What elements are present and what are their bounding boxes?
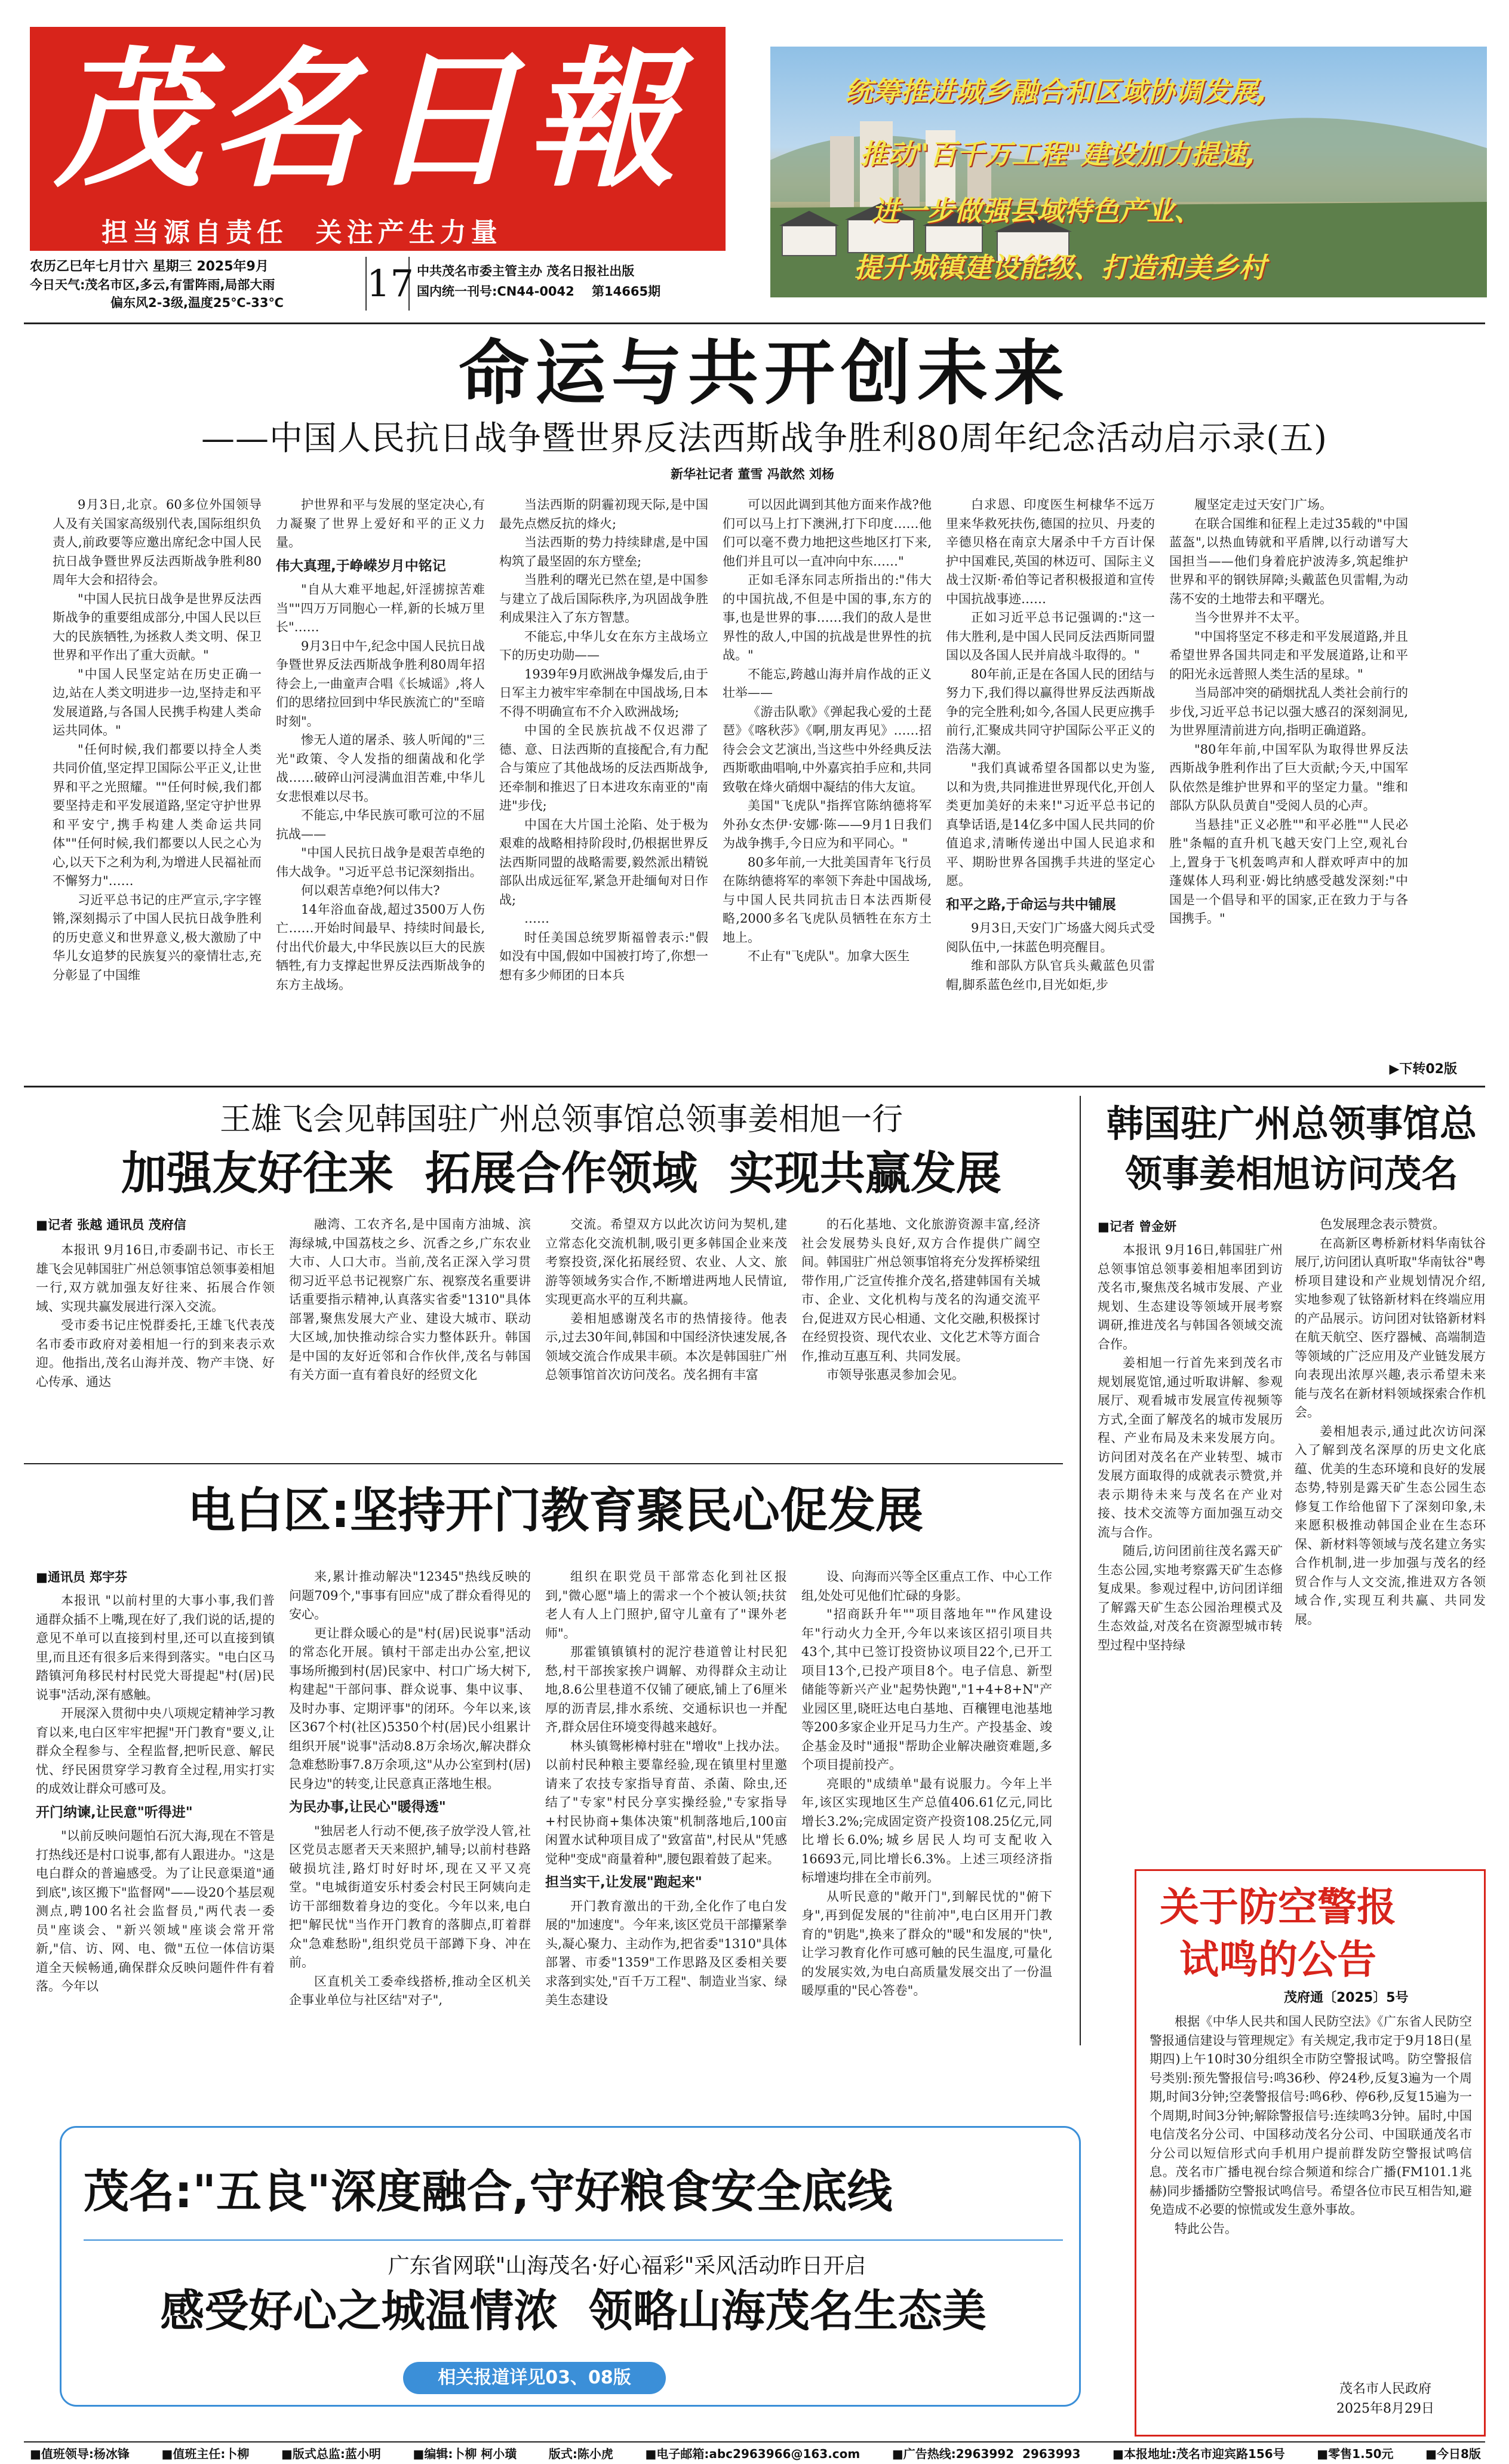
footer-item: ■值班领导:杨冰锋 bbox=[30, 2447, 130, 2461]
lead-subhead-2: 和平之路,于命运与共中铺展 bbox=[946, 896, 1116, 913]
paragraph: 融湾、工农齐名,是中国南方油城、滨海绿城,中国荔枝之乡、沉香之乡,广东农业大市、人口大市。当前,茂名正深入学习贯彻习近平总书记视察广东、视察茂名重要讲话重要指示精神,认真落实省委"1310"具体部署,聚焦发展大产业、建设大城市、联动大区域,加快推动综合实力整体跃升。韩国是中国的友好近邻和合作伙伴,茂名与韩国有关方面一直有着良好的经贸文化 bbox=[289, 1217, 531, 1382]
story3-byline: ■记者 曾金妍 bbox=[1098, 1219, 1177, 1234]
paragraph: 开展深入贯彻中央八项规定精神学习教育以来,电白区牢牢把握"开门教育"要义,让群众全程参与、全程监督,把听民意、解民忧、纾民困贯穿学习教育全过程,用实打实的成效让群众可感可及。 bbox=[36, 1706, 275, 1796]
story2-column-4 bbox=[801, 1215, 1040, 1461]
paragraph: 本报讯 9月16日,市委副书记、市长王雄飞会见韩国驻广州总领事馆总领事姜相旭一行,双方就加强友好往来、拓展合作领域、实现共赢发展进行深入交流。 bbox=[36, 1243, 275, 1314]
weather-line-2: 偏东风2-3级,温度25℃-33℃ bbox=[110, 296, 284, 310]
notice-number: 茂府通〔2025〕5号 bbox=[1284, 1990, 1409, 2005]
promo-kicker-2: 广东省网联"山海茂名·好心福彩"采风活动昨日开启 bbox=[388, 2254, 866, 2278]
paragraph: 姜相旭感谢茂名市的热情接待。他表示,过去30年间,韩国和中国经济快速发展,各领域交流合作成果丰硕。本次是韩国驻广州总领事馆首次访问茂名。茂名拥有丰富 bbox=[545, 1311, 787, 1382]
masthead-slogan: 担当源自责任 关注产生力量 bbox=[102, 217, 502, 248]
notice-title: 关于防空警报试鸣的公告 bbox=[1160, 1884, 1396, 1983]
paragraph: 来,累计推动解决"12345"热线反映的问题709个,"事事有回应"成了群众看得见的安心。 bbox=[289, 1569, 531, 1621]
story2-column-1 bbox=[36, 1241, 275, 1462]
right-column-divider bbox=[1080, 1096, 1081, 2045]
story2-byline: ■记者 张越 通讯员 茂府信 bbox=[36, 1218, 186, 1232]
paragraph: …… bbox=[524, 911, 549, 926]
paragraph: 当局部冲突的硝烟扰乱人类社会前行的步伐,习近平总书记以强大感召的深刻洞见,为世界厘清前进方向,指明正确道路。 bbox=[1169, 686, 1408, 738]
story4-column-1 bbox=[36, 1592, 275, 2117]
lead-column-5 bbox=[946, 496, 1155, 1081]
paragraph: 习近平总书记的庄严宣示,字字铿锵,深刻揭示了中国人民抗日战争胜利的历史意义和世界意义,极大激励了中华儿女追梦的民族复兴的豪情壮志,充分彰显了中国维 bbox=[53, 892, 262, 982]
paragraph: 区直机关工委牵线搭桥,推动全区机关企事业单位与社区结"对子", bbox=[289, 1974, 531, 2007]
paragraph: 不能忘,中华儿女在东方主战场立下的历史功勋—— bbox=[499, 629, 708, 662]
paragraph: 80多年前,一大批美国青年飞行员在陈纳德将军的率领下奔赴中国战场,与中国人民共同抗击日本法西斯侵略,2000多名飞虎队员牺牲在东方土地上。 bbox=[723, 855, 932, 945]
lead-subhead-1: 伟大真理,于峥嵘岁月中铭记 bbox=[276, 558, 446, 574]
lead-subtitle: ——中国人民抗日战争暨世界反法西斯战争胜利80周年纪念活动启示录(五) bbox=[201, 419, 1327, 458]
lead-column-3 bbox=[499, 496, 708, 1081]
date-line: 农历乙巳年七月廿六 星期三 2025年9月 bbox=[30, 259, 269, 274]
paragraph: 中国的全民族抗战不仅迟滞了德、意、日法西斯的直接配合,有力配合与策应了其他战场的反法西斯战争,还牵制和推迟了日本进攻东南亚的"南进"步伐; bbox=[499, 723, 708, 813]
story2-title: 加强友好往来 拓展合作领域 实现共赢发展 bbox=[121, 1147, 1001, 1200]
day-number: 17 bbox=[365, 257, 410, 311]
paragraph: 不能忘,跨越山海并肩作战的正义壮举—— bbox=[723, 666, 932, 700]
paragraph: 不能忘,中华民族可歌可泣的不屈抗战—— bbox=[276, 808, 485, 841]
footer-item: ■本报地址:茂名市迎宾路156号 bbox=[1112, 2447, 1285, 2461]
paragraph: 可以因此调到其他方面来作战?他们可以马上打下澳洲,打下印度……他们可以毫不费力地把这些地区打下来,他们并且可以一直冲向中东……" bbox=[723, 497, 932, 569]
paragraph: 姜相旭表示,通过此次访问深入了解到茂名深厚的历史文化底蕴、优美的生态环境和良好的发展态势,特别是露天矿生态公园生态修复工作给他留下了深刻印象,未来愿积极推动韩国企业在生态环保、新材料等领域与茂名建立务实合作机制,进一步加强与茂名的经贸合作与人文交流,推进双方各领域合作,实现互利共赢、共同发展。 bbox=[1295, 1424, 1486, 1627]
paragraph: 林头镇鸳彬樟村驻在"增收"上找办法。以前村民种粮主要靠经验,现在镇里村里邀请来了农技专家指导育苗、杀菌、除虫,还结了"专家"村民分享实操经验,"专家指导+村民协商+集体决策"机制落地后,100亩闲置水试种项目成了"致富苗",村民从"凭感觉种"变成"商量着种",腰包跟着鼓了起来。 bbox=[545, 1738, 787, 1866]
lead-bottom-rule bbox=[24, 1086, 1485, 1087]
paragraph: "80年年前,中国军队为取得世界反法西斯战争胜利作出了巨大贡献;今天,中国军队依然是维护世界和平的坚定力量。"维和部队方队队员黄自"受阅人员的心声。 bbox=[1169, 742, 1408, 813]
paragraph: "中国人民抗日战争是艰苦卓绝的伟大战争。"习近平总书记深刻指出。 bbox=[276, 846, 485, 879]
weather-line: 今日天气:茂名市区,多云,有雷阵雨,局部大雨 bbox=[30, 278, 275, 292]
promo-see-also-badge[interactable]: 相关报道详见03、08版 bbox=[403, 2362, 666, 2394]
footer-bar bbox=[30, 2444, 1481, 2464]
paragraph: "自从大难平地起,奸淫掳掠苦难当""四万万同胞心一样,新的长城万里长"…… bbox=[276, 582, 485, 634]
paragraph: "独居老人行动不便,孩子放学没人管,社区党员志愿者天天来照护,辅导;以前村巷路破损坑洼,路灯时好时坏,现在又平又亮堂。"电城街道安乐村委会村民王阿姨向走访干部细数着身边的变化。今年以来,电白把"解民忧"当作开门教育的落脚点,盯着群众"急难愁盼",组织党员干部蹲下身、冲在前。 bbox=[289, 1823, 531, 1970]
paragraph: 9月3日中午,纪念中国人民抗日战争暨世界反法西斯战争胜利80周年招待会上,一曲童声合唱《长城谣》,将人们的思绪拉回到中华民族流亡的"至暗时刻"。 bbox=[276, 638, 485, 729]
paragraph: 的石化基地、文化旅游资源丰富,经济社会发展势头良好,双方合作提供广阔空间。韩国驻广州总领事馆将充分发挥桥梁纽带作用,广泛宣传推介茂名,搭建韩国有关城市、企业、文化机构与茂名的沟通交流平台,促进双方民心相通、文化交融,积极探讨在经贸投资、现代农业、文化艺术等方面合作,推动互惠互利、共同发展。 bbox=[801, 1217, 1040, 1363]
paragraph: 不止有"飞虎队"。加拿大医生 bbox=[748, 949, 910, 963]
masthead-divider bbox=[24, 322, 1485, 324]
promo-headline-1: 茂名:"五良"深度融合,守好粮食安全底线 bbox=[84, 2165, 893, 2218]
footer-item: ■广告热线:2963992 2963993 bbox=[892, 2447, 1081, 2461]
paragraph: 14年浴血奋战,超过3500万人伤亡……开始时间最早、持续时间最长,付出代价最大,中华民族以巨大的民族牺牲,有力支撑起世界反法西斯战争的东方主战场。 bbox=[276, 902, 485, 992]
lead-continue-link[interactable]: ▶下转02版 bbox=[1389, 1062, 1457, 1077]
story2-kicker: 王雄飞会见韩国驻广州总领事馆总领事姜相旭一行 bbox=[219, 1102, 903, 1138]
paragraph: 9月3日,北京。60多位外国领导人及有关国家高级别代表,国际组织负责人,前政要等应邀出席纪念中国人民抗日战争暨世界反法西斯战争胜利80周年大会和招待会。 bbox=[53, 497, 262, 587]
banner-line-4: 提升城镇建设能级、打造和美乡村 bbox=[854, 251, 1266, 284]
footer-item: ■版式总监:蓝小明 bbox=[281, 2447, 381, 2461]
banner-line-3: 进一步做强县域特色产业、 bbox=[872, 195, 1201, 227]
paragraph: 那霍镇镇镇村的泥泞巷道曾让村民犯愁,村干部挨家挨户调解、劝得群众主动让地,8.6公里巷道不仅铺了硬底,铺上了6厘米厚的沥青层,排水系统、交通标识也一并配齐,群众居住环境变得越来越好。 bbox=[545, 1645, 787, 1734]
paragraph: 何以艰苦卓绝?何以伟大? bbox=[301, 883, 440, 898]
story2-bottom-rule bbox=[24, 1463, 1063, 1464]
paragraph: 时任美国总统罗斯福曾表示:"假如没有中国,假如中国被打垮了,你想一想有多少师团的日本兵 bbox=[499, 930, 708, 982]
footer-rule bbox=[24, 2441, 1485, 2443]
story4-subhead-2: 为民办事,让民心"暖得透" bbox=[289, 1799, 446, 1815]
story2-column-3 bbox=[545, 1215, 787, 1461]
paragraph: 护世界和平与发展的坚定决心,有力凝聚了世界上爱好和平的正义力量。 bbox=[276, 497, 485, 549]
paragraph: 根据《中华人民共和国人民防空法》《广东省人民防空警报通信建设与管理规定》有关规定,我市定于9月18日(星期四)上午10时30分组织全市防空警报试鸣。防空警报信号类别:预先警报信号:鸣36秒、停24秒,反复3遍为一个周期,时间3分钟;空袭警报信号:鸣6秒、停6秒,反复15遍为一个周期,时间3分钟;解除警报信号:连续鸣3分钟。届时,中国电信茂名分公司、中国移动茂名分公司、中国联通茂名市分公司以短信形式向手机用户提前群发防空警报试鸣信息。茂名市广播电视台综合频道和综合广播(FM101.1兆赫)同步播播防空警报试鸣信号。希望各位市民互相告知,避免造成不必要的惊慌或发生意外事故。 bbox=[1150, 2014, 1472, 2217]
paragraph: "任何时候,我们都要以持全人类共同价值,坚定捍卫国际公平正义,让世界和平之光照耀。""任何时候,我们都要坚持走和平发展道路,坚定守护世界和平安宁,携手构建人类命运共同体""任何时候,我们都要以人民之心为心,以天下之利为利,为增进人民福祉而不懈努力"…… bbox=[53, 742, 262, 888]
lead-title: 命运与共开创未来 bbox=[458, 332, 1070, 414]
paragraph: "中国将坚定不移走和平发展道路,并且希望世界各国共同走和平发展道路,让和平的阳光永远普照人类生活的星球。" bbox=[1169, 629, 1408, 681]
paragraph: 组织在职党员干部常态化到社区报到,"微心愿"墙上的需求一个个被认领;扶贫老人有人上门照护,留守儿童有了"课外老师"。 bbox=[545, 1569, 787, 1640]
notice-signer: 茂名市人民政府 bbox=[1339, 2382, 1431, 2397]
story4-subhead-3: 担当实干,让发展"跑起来" bbox=[545, 1875, 702, 1890]
paragraph: 当法西斯的阴霾初现天际,是中国最先点燃反抗的烽火; bbox=[499, 497, 708, 531]
paragraph: "中国人民坚定站在历史正确一边,站在人类文明进步一边,坚持走和平发展道路,与各国人民携手构建人类命运共同体。" bbox=[53, 666, 262, 738]
story4-title: 电白区:坚持开门教育聚民心促发展 bbox=[188, 1483, 923, 1538]
story4-column-3 bbox=[545, 1568, 787, 2117]
promo-headline-2: 感受好心之城温情浓 领略山海茂名生态美 bbox=[160, 2285, 986, 2337]
paragraph: 9月3日,天安门广场盛大阅兵式受阅队伍中,一抹蓝色明亮醒目。 bbox=[946, 921, 1155, 954]
paragraph: 当今世界并不太平。 bbox=[1194, 610, 1307, 625]
paragraph: 美国"飞虎队"指挥官陈纳德将军外孙女杰伊·安娜·陈——9月1日我们为战争携手,今日应为和平同心。" bbox=[723, 798, 932, 850]
story4-byline: ■通讯员 郑宇芬 bbox=[36, 1570, 128, 1584]
paragraph: 正如毛泽东同志所指出的:"伟大的中国抗战,不但是中国的事,东方的事,也是世界的事……我们的敌人是世界性的敌人,中国的抗战是世界性的抗战。" bbox=[723, 573, 932, 662]
paragraph: 80年前,正是在各国人民的团结与努力下,我们得以赢得世界反法西斯战争的完全胜利;如今,各国人民更应携手前行,汇聚成共同守护国际公平正义的浩荡大潮。 bbox=[946, 666, 1155, 757]
banner-line-1: 统筹推进城乡融合和区域协调发展, bbox=[845, 75, 1268, 107]
paragraph: 当胜利的曙光已然在望,是中国参与建立了战后国际秩序,为巩固战争胜利成果注入了东方智慧。 bbox=[499, 573, 708, 625]
publisher-line: 中共茂名市委主管主办 茂名日报社出版 bbox=[417, 264, 635, 278]
paragraph: 惨无人道的屠杀、骇人听闻的"三光"政策、令人发指的细菌战和化学战……破碎山河浸满血泪苦难,中华儿女悲恨难以尽书。 bbox=[276, 733, 485, 804]
notice-date: 2025年8月29日 bbox=[1336, 2401, 1434, 2416]
lead-column-1 bbox=[53, 496, 262, 1081]
masthead-logo: 茂名日報 bbox=[54, 32, 684, 207]
paragraph: 中国在大片国土沦陷、处于极为艰难的战略相持阶段时,仍根据世界反法西斯同盟的战略需要,毅然派出精锐部队出成远征军,紧急开赴缅甸对日作战; bbox=[499, 817, 708, 907]
banner-line-2: 推动"百千万工程"建设加力提速, bbox=[860, 138, 1256, 170]
story3-title: 韩国驻广州总领事馆总领事姜相旭访问茂名 bbox=[1106, 1102, 1477, 1196]
paragraph: 姜相旭一行首先来到茂名市规划展览馆,通过听取讲解、参观展厅、观看城市发展宣传视频等方式,全面了解茂名的城市发展历程、产业布局及未来发展方向。访问团对茂名在产业转型、城市发展方面取得的成就表示赞赏,并表示期待未来与茂名在产业对接、技术交流等方面加强互动交流与合作。 bbox=[1098, 1356, 1283, 1540]
paragraph: 维和部队方队官兵头戴蓝色贝雷帽,脚系蓝色丝巾,目光如炬,步 bbox=[946, 958, 1155, 992]
footer-item: ■编辑:卜柳 柯小璜 bbox=[413, 2447, 517, 2461]
paragraph: 本报讯 "以前村里的大事小事,我们普通群众插不上嘴,现在好了,我们说的话,提的意见不单可以直接到村里,还可以直接到镇里,而且还有很多后来得到落实。"电白区马踏镇河角移民村村民党大哥提起"村(居)民说事"活动,深有感触。 bbox=[36, 1593, 275, 1702]
lead-column-2 bbox=[276, 496, 485, 1081]
story4-column-4 bbox=[801, 1568, 1052, 2117]
paragraph: 履坚定走过天安门广场。 bbox=[1194, 497, 1332, 512]
paragraph: "招商跃升年""项目落地年""作风建设年"行动火力全开,今年以来该区招引项目共43个,其中已签订投资协议项目22个,已开工项目13个,已投产项目8个。电子信息、新型储能等新兴产业"起势快跑","1+4+8+N"产业园区里,晓旺达电白基地、百穰锂电池基地等200多家企业开足马力生产。产投基金、竣企基金及时"通报"帮助企业解决融资难题,多个项目提前投产。 bbox=[801, 1607, 1052, 1772]
paragraph: 亮眼的"成绩单"最有说服力。今年上半年,该区实现地区生产总值406.61亿元,同比增长3.2%;完成固定资产投资108.25亿元,同比增长6.0%;城乡居民人均可支配收入16693元,同比增长6.3%。上述三项经济指标增速均排在全市前列。 bbox=[801, 1776, 1052, 1885]
promo-divider bbox=[84, 2239, 1063, 2241]
paragraph: 在联合国维和征程上走过35载的"中国蓝盔",以热血铸就和平盾牌,以行动谱写大国担当——他们身着庇护波涛多,筑起维护世界和平的钢铁屏障;头戴蓝色贝雷帽,为动荡不安的土地带去和平曙光。 bbox=[1169, 516, 1408, 606]
paragraph: "以前反映问题怕石沉大海,现在不管是打热线还是村口说事,都有人跟进办。"这是电白群众的普遍感受。为了让民意渠道"通到底",该区搬下"监督网"——设20个基层观测点,聘100名社会监督员,"两代表一委员"座谈会、"新兴领域"座谈会常开常新,"信、访、网、电、微"五位一体信访渠道全天候畅通,确保群众反映问题件件有着落。今年以 bbox=[36, 1829, 275, 1993]
paragraph: 开门教育激出的干劲,全化作了电白发展的"加速度"。今年来,该区党员干部攥紧拳头,凝心聚力、主动作为,把省委"1310"具体部署、市委"1359"工作思路及区委相关要求落到实处,"百千万工程"、制造业当家、绿美生态建设 bbox=[545, 1898, 787, 2007]
paragraph: "中国人民抗日战争是世界反法西斯战争的重要组成部分,中国人民以巨大的民族牺牲,为拯救人类文明、保卫世界和平作出了重大贡献。" bbox=[53, 591, 262, 662]
paragraph: 更让群众暖心的是"村(居)民说事"活动的常态化开展。镇村干部走出办公室,把议事场所搬到村(居)民家中、村口广场大树下,构建起"干部问事、群众说事、集中议事、及时办事、定期评事"的闭环。今年以来,该区367个村(社区)5350个村(居)民小组累计组织开展"说事"活动8.8万余场次,解决群众急难愁盼事7.8万余项,这"从办公室到村(居)民身边"的转变,让民意真正落地生根。 bbox=[289, 1626, 531, 1791]
footer-item: ■电子邮箱:abc2963966@163.com bbox=[645, 2447, 860, 2461]
paragraph: 从听民意的"敞开门",到解民忧的"俯下身",再到促发展的"往前冲",电白区用开门教育的"钥匙",换来了群众的"暖"和发展的"快",让学习教育化作可感可触的民生温度,可量化的发展实效,为电白高质量发展交出了一份温暖厚重的"民心答卷"。 bbox=[801, 1889, 1052, 1998]
paragraph: "我们真诚希望各国都以史为鉴,以和为贵,共同推进世界现代化,开创人类更加美好的未来!"习近平总书记的真挚话语,是14亿多中国人民共同的价值追求,清晰传递出中国人民追求和平、期盼世界各国携手共进的坚定心愿。 bbox=[946, 761, 1155, 888]
footer-item: ■今日8版 bbox=[1425, 2447, 1481, 2461]
footer-item: 版式:陈小虎 bbox=[548, 2447, 613, 2461]
paragraph: 在高新区粤桥新材料华南钛谷展厅,访问团认真听取"华南钛谷"粤桥项目建设和产业规划情况介绍,实地参观了钛铬新材料在终端应用的产品展示。访问团对钛铬新材料在航天航空、医疗器械、高端制造等领域的广泛应用及产业链发展方向表现出浓厚兴趣,表示希望未来能与茂名在新材料领域探索合作机会。 bbox=[1295, 1236, 1486, 1420]
lead-column-4 bbox=[723, 496, 932, 1081]
paragraph: 正如习近平总书记强调的:"这一伟大胜利,是中国人民同反法西斯同盟国以及各国人民并肩战斗取得的。" bbox=[946, 610, 1155, 662]
paragraph: 特此公告。 bbox=[1175, 2221, 1237, 2236]
banner-image bbox=[770, 47, 1487, 297]
paragraph: 白求恩、印度医生柯棣华不远万里来华救死扶伤,德国的拉贝、丹麦的辛德贝格在南京大屠杀中千方百计保护中国难民,英国的林迈可、国际主义战士汉斯·希伯等记者积极报道和宣传中国抗战事迹…… bbox=[946, 497, 1155, 606]
story4-subhead-1: 开门纳谏,让民意"听得进" bbox=[36, 1804, 193, 1820]
lead-byline: 新华社记者 董雪 冯歆然 刘杨 bbox=[671, 467, 834, 481]
paragraph: 当悬挂"正义必胜""和平必胜""人民必胜"条幅的直升机飞越天安门上空,观礼台上,置身于飞机轰鸣声和人群欢呼声中的加蓬媒体人玛利亚·姆比纳感受越发深刻:"中国是一个倡导和平的国家,正在致力于与各国携手。" bbox=[1169, 817, 1408, 926]
notice-body bbox=[1150, 2013, 1472, 2359]
paragraph: 当法西斯的势力持续肆虐,是中国构筑了最坚固的东方壁垒; bbox=[499, 535, 708, 569]
paragraph: 本报讯 9月16日,韩国驻广州总领事馆总领事姜相旭率团到访茂名市,聚焦茂名城市发展、产业规划、生态建设等领域开展考察调研,推进茂名与韩国各领域交流合作。 bbox=[1098, 1243, 1283, 1351]
lead-column-6 bbox=[1169, 496, 1408, 1057]
story2-column-2 bbox=[289, 1215, 531, 1461]
footer-item: ■值班主任:卜柳 bbox=[161, 2447, 250, 2461]
paragraph: 交流。希望双方以此次访问为契机,建立常态化交流机制,吸引更多韩国企业来茂考察投资,深化拓展经贸、农业、人文、旅游等领域务实合作,不断增进两地人民情谊,实现更高水平的互利共赢。 bbox=[545, 1217, 787, 1307]
issn-line: 国内统一刊号:CN44-0042 第14665期 bbox=[417, 284, 661, 299]
paragraph: 随后,访问团前往茂名露天矿生态公园,实地考察露天矿生态修复成果。参观过程中,访问团详细了解露天矿生态公园治理模式及生态效益,对茂名在资源型城市转型过程中坚持绿 bbox=[1098, 1544, 1283, 1652]
paragraph: 市领导张惠灵参加会见。 bbox=[826, 1368, 964, 1382]
paragraph: 受市委书记庄悦群委托,王雄飞代表茂名市委市政府对姜相旭一行的到来表示欢迎。他指出,茂名山海并茂、物产丰饶、好心传承、通达 bbox=[36, 1318, 275, 1389]
footer-item: ■零售1.50元 bbox=[1317, 2447, 1394, 2461]
paragraph: 色发展理念表示赞赏。 bbox=[1320, 1217, 1445, 1231]
paragraph: 设、向海而兴等全区重点工作、中心工作组,处处可见他们忙碌的身影。 bbox=[801, 1569, 1052, 1603]
story4-column-2 bbox=[289, 1568, 531, 2117]
paragraph: 1939年9月欧洲战争爆发后,由于日军主力被牢牢牵制在中国战场,日本不得不明确宣布不介入欧洲战场; bbox=[499, 666, 708, 719]
paragraph: 《游击队歌》《弹起我心爱的土琵琶》《喀秋莎》《啊,朋友再见》……招待会会文艺演出,当这些中外经典反法西斯歌曲唱响,中外嘉宾拍手应和,共同致敬在烽火硝烟中凝结的伟大友谊。 bbox=[723, 704, 932, 794]
